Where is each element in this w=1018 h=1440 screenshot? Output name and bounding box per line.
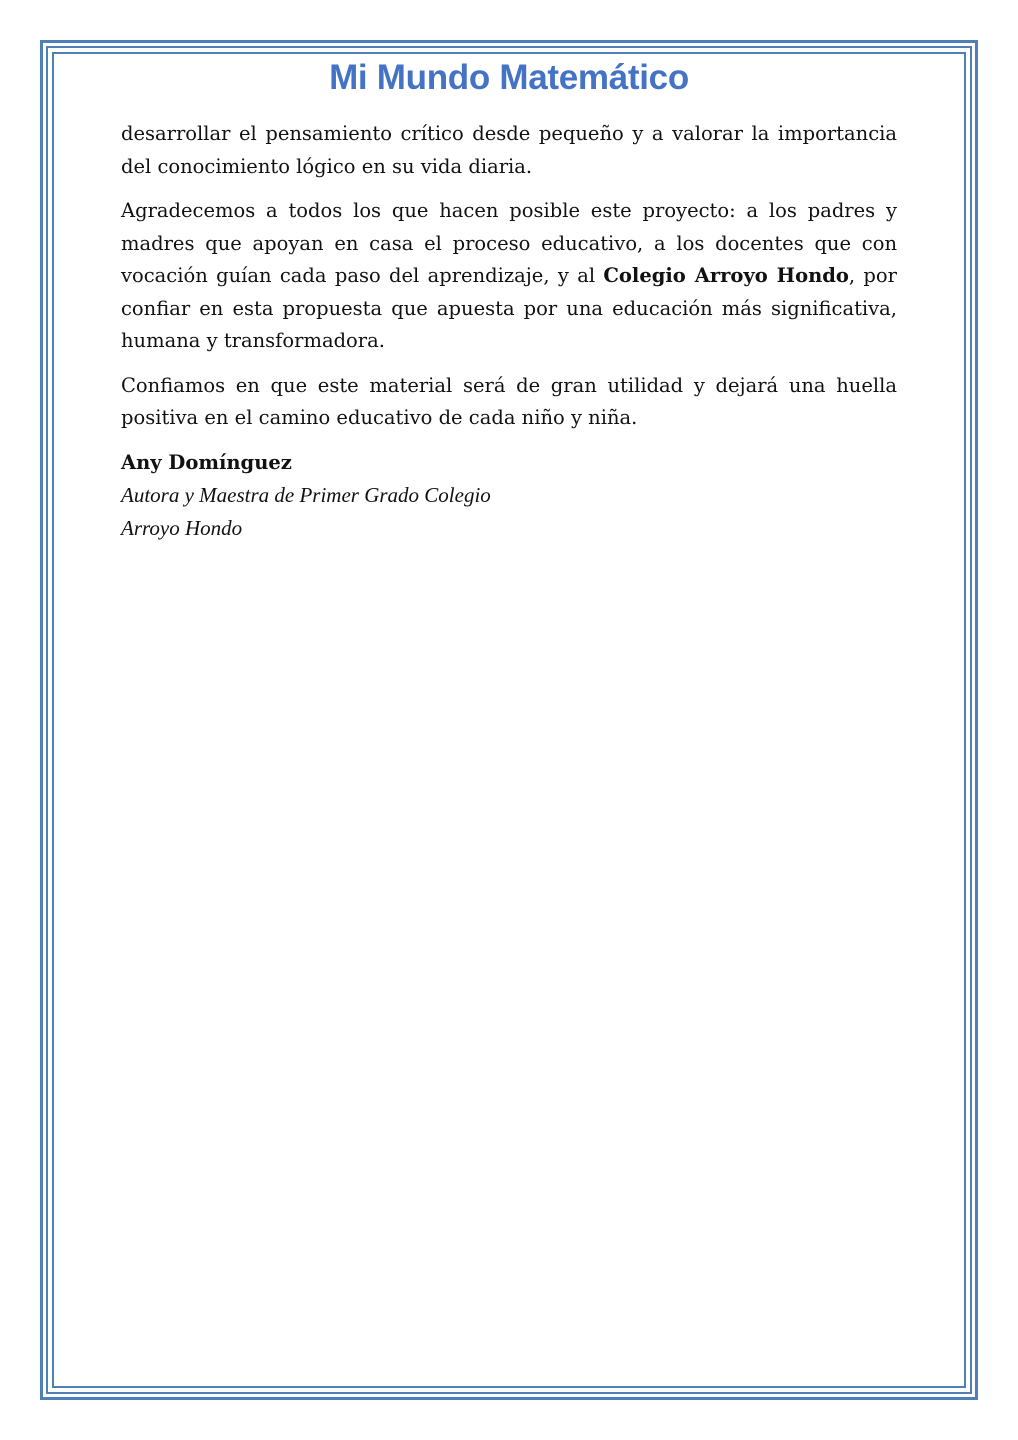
page-title: Mi Mundo Matemático xyxy=(329,58,689,97)
paragraph-text: Agradecemos a todos los que hacen posible este proyecto: a los padres y madres que apoyan en casa el proceso educativo, a los docentes que con vocación guían cada paso del aprendizaje, y al xyxy=(121,199,897,287)
paragraph-acknowledgements xyxy=(121,195,897,358)
school-name: Colegio Arroyo Hondo xyxy=(603,264,849,287)
paragraph-text: , por confiar en esta propuesta que apuesta por una educación más significativa, humana y transformadora. xyxy=(121,264,897,352)
author-name: Any Domínguez xyxy=(121,450,292,474)
author-role: Autora y Maestra de Primer Grado Colegio Arroyo Hondo xyxy=(121,483,491,540)
paragraph-closing: Confiamos en que este material será de gran utilidad y dejará una huella positiva en el camino educativo de cada niño y niña. xyxy=(121,373,897,429)
document-body xyxy=(121,118,897,545)
paragraph-continuation: desarrollar el pensamiento crítico desde pequeño y a valorar la importancia del conocimiento lógico en su vida diaria. xyxy=(121,122,897,178)
